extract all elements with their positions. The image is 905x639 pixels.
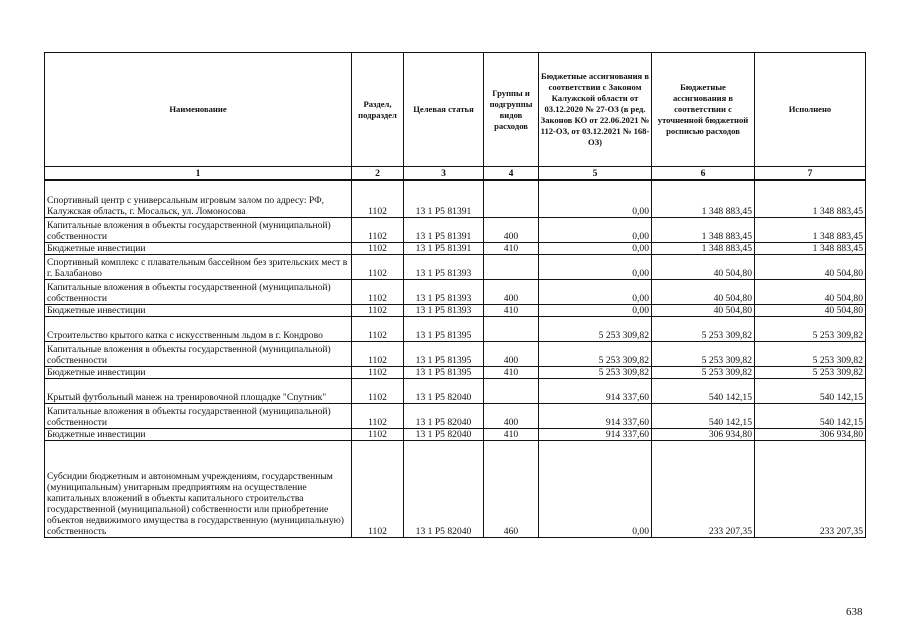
- column-number: 3: [404, 167, 484, 181]
- row-law-amount: 0,00: [539, 255, 652, 280]
- row-executed-amount: 5 253 309,82: [755, 367, 866, 379]
- row-target: 13 1 P5 82040: [404, 379, 484, 404]
- row-group: 400: [484, 280, 539, 305]
- row-name: Субсидии бюджетным и автономным учреждениям, государственным (муниципальным) унитарным предприятиям на осуществление капитальных вложений в объекты капитального строительства государственной (муниципальной) собственности или приобретение объектов недвижимого имущества в государственную (муниципальную) собственность: [45, 441, 352, 538]
- row-target: 13 1 P5 81395: [404, 367, 484, 379]
- row-name: Капитальные вложения в объекты государственной (муниципальной) собственности: [45, 404, 352, 429]
- row-executed-amount: 1 348 883,45: [755, 180, 866, 218]
- table-row: [45, 243, 866, 255]
- row-target: 13 1 P5 81393: [404, 280, 484, 305]
- row-name: Бюджетные инвестиции: [45, 429, 352, 441]
- row-section: 1102: [352, 255, 404, 280]
- row-target: 13 1 P5 81395: [404, 317, 484, 342]
- row-group: 460: [484, 441, 539, 538]
- column-number: 6: [652, 167, 755, 181]
- row-name: Строительство крытого катка с искусственным льдом в г. Кондрово: [45, 317, 352, 342]
- budget-table: [44, 52, 866, 538]
- column-number: 1: [45, 167, 352, 181]
- row-law-amount: 0,00: [539, 180, 652, 218]
- row-refined-amount: 40 504,80: [652, 305, 755, 317]
- row-section: 1102: [352, 280, 404, 305]
- row-law-amount: 0,00: [539, 243, 652, 255]
- row-group: 410: [484, 305, 539, 317]
- row-target: 13 1 P5 81393: [404, 255, 484, 280]
- row-law-amount: 0,00: [539, 305, 652, 317]
- table-row: [45, 441, 866, 538]
- row-target: 13 1 P5 81391: [404, 218, 484, 243]
- row-section: 1102: [352, 379, 404, 404]
- row-executed-amount: 40 504,80: [755, 305, 866, 317]
- row-refined-amount: 540 142,15: [652, 379, 755, 404]
- row-executed-amount: 40 504,80: [755, 280, 866, 305]
- column-number: 4: [484, 167, 539, 181]
- row-target: 13 1 P5 81391: [404, 180, 484, 218]
- row-section: 1102: [352, 367, 404, 379]
- row-law-amount: 5 253 309,82: [539, 317, 652, 342]
- row-group: [484, 317, 539, 342]
- row-target: 13 1 P5 82040: [404, 404, 484, 429]
- row-name: Крытый футбольный манеж на тренировочной площадке "Спутник": [45, 379, 352, 404]
- row-section: 1102: [352, 243, 404, 255]
- table-row: [45, 280, 866, 305]
- table-row: [45, 404, 866, 429]
- column-number: 2: [352, 167, 404, 181]
- table-row: [45, 429, 866, 441]
- row-target: 13 1 P5 81395: [404, 342, 484, 367]
- table-row: [45, 218, 866, 243]
- row-target: 13 1 P5 81393: [404, 305, 484, 317]
- row-group: 410: [484, 243, 539, 255]
- row-refined-amount: 5 253 309,82: [652, 367, 755, 379]
- row-group: 400: [484, 404, 539, 429]
- table-row: [45, 379, 866, 404]
- row-section: 1102: [352, 342, 404, 367]
- row-executed-amount: 306 934,80: [755, 429, 866, 441]
- row-refined-amount: 1 348 883,45: [652, 243, 755, 255]
- row-name: Капитальные вложения в объекты государственной (муниципальной) собственности: [45, 280, 352, 305]
- row-law-amount: 914 337,60: [539, 404, 652, 429]
- table-body: [45, 180, 866, 538]
- header-groups: Группы и подгруппы видов расходов: [484, 53, 539, 167]
- header-row: [45, 53, 866, 167]
- row-name: Бюджетные инвестиции: [45, 243, 352, 255]
- row-executed-amount: 40 504,80: [755, 255, 866, 280]
- header-target: Целевая статья: [404, 53, 484, 167]
- row-refined-amount: 1 348 883,45: [652, 218, 755, 243]
- column-number: 7: [755, 167, 866, 181]
- row-section: 1102: [352, 180, 404, 218]
- column-number: 5: [539, 167, 652, 181]
- row-section: 1102: [352, 429, 404, 441]
- table-row: [45, 367, 866, 379]
- row-executed-amount: 1 348 883,45: [755, 243, 866, 255]
- row-executed-amount: 5 253 309,82: [755, 317, 866, 342]
- page-number: 638: [846, 606, 863, 618]
- row-executed-amount: 5 253 309,82: [755, 342, 866, 367]
- row-refined-amount: 40 504,80: [652, 280, 755, 305]
- row-refined-amount: 5 253 309,82: [652, 342, 755, 367]
- row-name: Капитальные вложения в объекты государственной (муниципальной) собственности: [45, 342, 352, 367]
- row-name: Капитальные вложения в объекты государственной (муниципальной) собственности: [45, 218, 352, 243]
- row-section: 1102: [352, 317, 404, 342]
- row-section: 1102: [352, 305, 404, 317]
- row-target: 13 1 P5 81391: [404, 243, 484, 255]
- row-law-amount: 0,00: [539, 441, 652, 538]
- table-row: [45, 255, 866, 280]
- row-executed-amount: 540 142,15: [755, 404, 866, 429]
- column-number-row: [45, 167, 866, 181]
- row-refined-amount: 233 207,35: [652, 441, 755, 538]
- row-executed-amount: 540 142,15: [755, 379, 866, 404]
- row-refined-amount: 40 504,80: [652, 255, 755, 280]
- row-law-amount: 5 253 309,82: [539, 342, 652, 367]
- header-name: Наименование: [45, 53, 352, 167]
- row-executed-amount: 233 207,35: [755, 441, 866, 538]
- row-group: [484, 180, 539, 218]
- header-refined: Бюджетные ассигнования в соответствии с уточненной бюджетной росписью расходов: [652, 53, 755, 167]
- row-law-amount: 0,00: [539, 280, 652, 305]
- row-name: Спортивный центр с универсальным игровым залом по адресу: РФ, Калужская область, г. Мосальск, ул. Ломоносова: [45, 180, 352, 218]
- row-group: [484, 255, 539, 280]
- table-row: [45, 342, 866, 367]
- row-group: 410: [484, 429, 539, 441]
- row-refined-amount: 1 348 883,45: [652, 180, 755, 218]
- row-executed-amount: 1 348 883,45: [755, 218, 866, 243]
- header-law: Бюджетные ассигнования в соответствии с Законом Калужской области от 03.12.2020 № 27-ОЗ (в ред. Законов КО от 22.06.2021 № 112-ОЗ, от 03.12.2021 № 168-ОЗ): [539, 53, 652, 167]
- row-section: 1102: [352, 404, 404, 429]
- row-section: 1102: [352, 441, 404, 538]
- row-refined-amount: 540 142,15: [652, 404, 755, 429]
- row-name: Спортивный комплекс с плавательным бассейном без зрительских мест в г. Балабаново: [45, 255, 352, 280]
- row-name: Бюджетные инвестиции: [45, 367, 352, 379]
- row-refined-amount: 306 934,80: [652, 429, 755, 441]
- row-group: [484, 379, 539, 404]
- header-section: Раздел, подраздел: [352, 53, 404, 167]
- table-row: [45, 305, 866, 317]
- row-target: 13 1 P5 82040: [404, 441, 484, 538]
- row-group: 400: [484, 342, 539, 367]
- row-name: Бюджетные инвестиции: [45, 305, 352, 317]
- row-group: 400: [484, 218, 539, 243]
- row-target: 13 1 P5 82040: [404, 429, 484, 441]
- header-executed: Исполнено: [755, 53, 866, 167]
- table-row: [45, 317, 866, 342]
- row-law-amount: 914 337,60: [539, 429, 652, 441]
- row-section: 1102: [352, 218, 404, 243]
- table-row: [45, 180, 866, 218]
- row-refined-amount: 5 253 309,82: [652, 317, 755, 342]
- row-law-amount: 0,00: [539, 218, 652, 243]
- row-law-amount: 914 337,60: [539, 379, 652, 404]
- row-group: 410: [484, 367, 539, 379]
- row-law-amount: 5 253 309,82: [539, 367, 652, 379]
